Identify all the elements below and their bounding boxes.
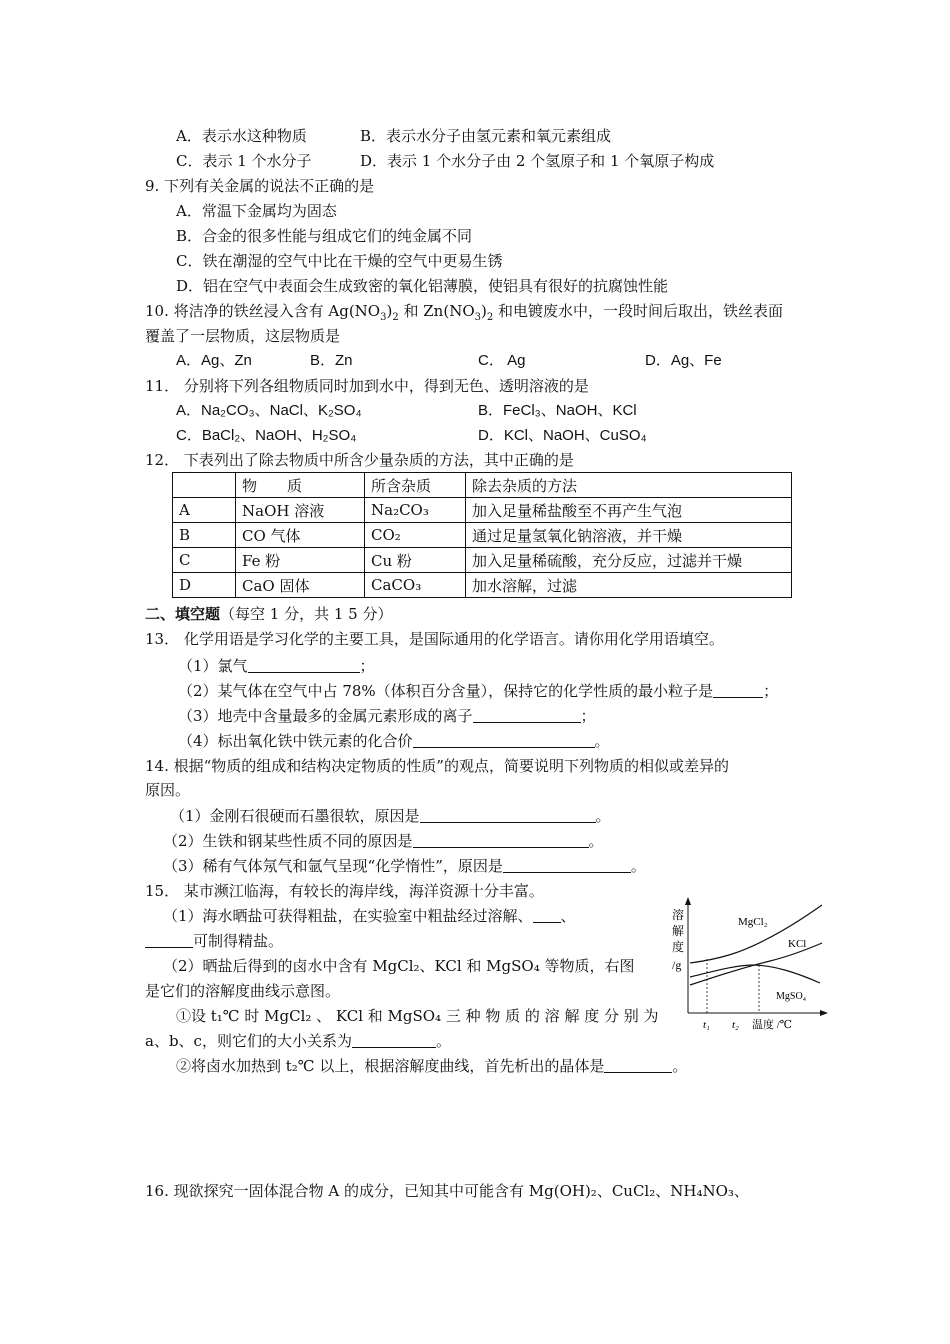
q15-part2: （2）晒盐后得到的卤水中含有 MgCl₂、KCl 和 MgSO₄ 等物质，右图: [163, 957, 635, 975]
q13-part3: （3）地壳中含量最多的金属元素形成的离子 ；: [178, 707, 596, 725]
table-cell: 通过足量氢氧化钠溶液，并干燥: [466, 523, 792, 548]
impurity-table: [172, 472, 792, 598]
q9-stem: 9. 下列有关金属的说法不正确的是: [145, 177, 375, 195]
q13-part4: （4）标出氧化铁中铁元素的化合价 。: [178, 732, 610, 750]
q10-option-d: D．Ag、Fe: [645, 352, 722, 369]
table-cell: NaOH 溶液: [236, 498, 365, 523]
x-axis-arrow: [820, 1010, 828, 1016]
q14-stem: 14. 根据“物质的组成和结构决定物质的性质”的观点，简要说明下列物质的相似或差异的: [145, 757, 729, 775]
answer-blank[interactable]: [145, 932, 193, 948]
q14-part2: （2）生铁和钢某些性质不同的原因是 。: [163, 832, 604, 850]
table-header-cell: 所含杂质: [365, 473, 466, 498]
mgso4-curve: [690, 965, 820, 983]
mgcl2-label: MgCl₂: [738, 916, 768, 928]
answer-blank[interactable]: [413, 832, 589, 848]
q15-part1: （1）海水晒盐可获得粗盐，在实验室中粗盐经过溶解、 、: [163, 907, 576, 925]
q15-item1-line2: a、b、c，则它们的大小关系为 。: [145, 1032, 451, 1050]
table-cell: 加水溶解，过滤: [466, 573, 792, 598]
q15-item2: ②将卤水加热到 t₂℃ 以上，根据溶解度曲线，首先析出的晶体是 。: [176, 1057, 688, 1075]
q9-option-d: D．铝在空气中表面会生成致密的氧化铝薄膜，使铝具有很好的抗腐蚀性能: [176, 277, 669, 295]
table-cell: B: [173, 523, 236, 548]
q14-part1: （1）金刚石很硬而石墨很软，原因是 。: [170, 807, 611, 825]
q13-part2: （2）某气体在空气中占 78%（体积百分含量），保持它的化学性质的最小粒子是 ；: [178, 682, 779, 700]
answer-blank[interactable]: [604, 1057, 672, 1073]
table-header-cell: 除去杂质的方法: [466, 473, 792, 498]
q11-option-c: C．BaCl₂、NaOH、H₂SO₄: [176, 427, 357, 444]
y-label-char: /g: [672, 958, 682, 972]
q11-option-d: D．KCl、NaOH、CuSO₄: [478, 427, 647, 444]
table-cell: 加入足量稀硫酸，充分反应，过滤并干燥: [466, 548, 792, 573]
q8-option-a: A．表示水这种物质: [176, 127, 307, 145]
table-header-cell: 物 质: [236, 473, 365, 498]
y-label-char: 溶: [672, 908, 685, 922]
mgcl2-curve: [690, 905, 822, 963]
q13-stem: 13． 化学用语是学习化学的主要工具，是国际通用的化学语言。请你用化学用语填空。: [145, 630, 724, 648]
table-cell: CaO 固体: [236, 573, 365, 598]
answer-blank[interactable]: [352, 1032, 436, 1048]
solubility-graph: [670, 895, 830, 1040]
q11-stem: 11． 分别将下列各组物质同时加到水中，得到无色、透明溶液的是: [145, 377, 589, 395]
answer-blank[interactable]: [420, 807, 596, 823]
y-label-char: 解: [672, 924, 685, 938]
answer-blank[interactable]: [248, 657, 360, 673]
table-cell: CO 气体: [236, 523, 365, 548]
q11-option-a: A．Na₂CO₃、NaCl、K₂SO₄: [176, 402, 362, 419]
q8-option-b: B．表示水分子由氢元素和氧元素组成: [360, 127, 612, 145]
y-axis-arrow: [685, 897, 691, 905]
table-cell: Na₂CO₃: [365, 498, 466, 523]
table-header-row: [173, 473, 792, 498]
q10-option-a: A．Ag、Zn: [176, 352, 252, 369]
q13-part1: （1）氯气 ；: [178, 657, 375, 675]
y-label-char: 度: [672, 940, 685, 954]
q9-option-b: B．合金的很多性能与组成它们的纯金属不同: [176, 227, 473, 245]
q9-option-c: C．铁在潮湿的空气中比在干燥的空气中更易生锈: [176, 252, 503, 270]
table-cell: A: [173, 498, 236, 523]
table-cell: 加入足量稀盐酸至不再产生气泡: [466, 498, 792, 523]
table-cell: CaCO₃: [365, 573, 466, 598]
answer-blank[interactable]: [413, 732, 595, 748]
table-cell: CO₂: [365, 523, 466, 548]
mgso4-label: MgSO₄: [776, 991, 807, 1002]
q8-option-d: D．表示 1 个水分子由 2 个氢原子和 1 个氧原子构成: [360, 152, 715, 170]
table-cell: Cu 粉: [365, 548, 466, 573]
q14-part3: （3）稀有气体氖气和氩气呈现“化学惰性”，原因是 。: [163, 857, 646, 875]
table-header-cell: [173, 473, 236, 498]
answer-blank[interactable]: [533, 907, 561, 923]
table-row: [173, 498, 792, 523]
answer-blank[interactable]: [473, 707, 581, 723]
q10-option-c: C． Ag: [478, 352, 526, 369]
q8-option-c: C．表示 1 个水分子: [176, 152, 312, 170]
table-cell: D: [173, 573, 236, 598]
q10-stem: 10. 将洁净的铁丝浸入含有 $Ag(NO_3)_2$ 和 $Zn(NO_3)_2$ 和电镀废水中，一段时间后取出，铁丝表面: [145, 302, 784, 323]
q16-stem: 16. 现欲探究一固体混合物 A 的成分，已知其中可能含有 Mg(OH)₂、CuCl₂、NH₄NO₃、: [145, 1182, 749, 1200]
table-row: [173, 548, 792, 573]
section-title: 二、填空题（每空 1 分，共 1 5 分）: [145, 605, 393, 623]
kcl-label: KCl: [788, 938, 807, 950]
table-cell: C: [173, 548, 236, 573]
q11-option-b: B．FeCl₃、NaOH、KCl: [478, 402, 637, 419]
x-axis-label: 温度 /℃: [752, 1019, 793, 1031]
table-row: [173, 573, 792, 598]
answer-blank[interactable]: [713, 682, 763, 698]
answer-blank[interactable]: [503, 857, 631, 873]
q12-stem: 12． 下表列出了除去物质中所含少量杂质的方法，其中正确的是: [145, 451, 574, 469]
t1-tick-label: t₁: [703, 1019, 710, 1031]
q9-option-a: A．常温下金属均为固态: [176, 202, 337, 220]
q10-stem-line2: 覆盖了一层物质，这层物质是: [145, 327, 341, 345]
q14-stem-line2: 原因。: [145, 781, 191, 799]
table-row: [173, 523, 792, 548]
t2-tick-label: t₂: [732, 1019, 739, 1031]
q15-stem: 15． 某市濒江临海，有较长的海岸线，海洋资源十分丰富。: [145, 882, 544, 900]
q10-option-b: B．Zn: [310, 352, 353, 369]
q15-part1-line2: 可制得精盐。: [145, 930, 283, 952]
q15-item1: ①设 t₁℃ 时 MgCl₂ 、 KCl 和 MgSO₄ 三 种 物 质 的 溶 解 度 分 别 为: [176, 1007, 659, 1025]
q15-part2-line2: 是它们的溶解度曲线示意图。: [145, 982, 341, 1000]
table-cell: Fe 粉: [236, 548, 365, 573]
